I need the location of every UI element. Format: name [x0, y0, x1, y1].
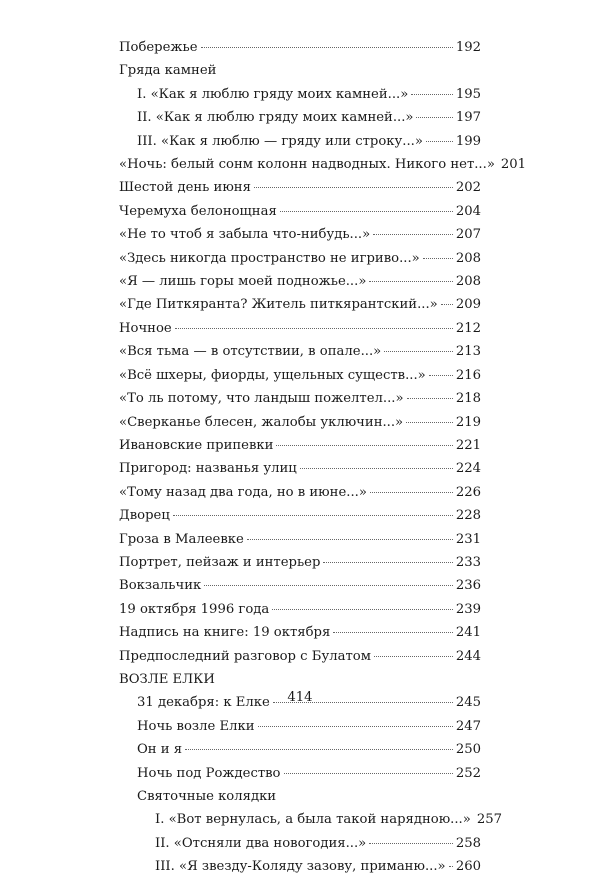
toc-entry-title: Гроза в Малеевке	[119, 531, 244, 547]
toc-entry-page: 224	[455, 461, 481, 477]
toc-entry	[119, 247, 481, 270]
dot-leader	[333, 631, 453, 633]
toc-entry-title: «Всё шхеры, фиорды, ущельных существ...»	[119, 367, 426, 383]
dot-leader	[173, 514, 453, 516]
toc-entry-title: Надпись на книге: 19 октября	[119, 625, 331, 641]
toc-entry-page: 260	[455, 859, 481, 875]
dot-leader	[247, 538, 453, 540]
toc-entry-title: 19 октября 1996 года	[119, 601, 270, 617]
toc-entry-title: Ночное	[119, 320, 172, 336]
toc-entry	[119, 176, 481, 199]
toc-entry-page: 241	[455, 625, 481, 641]
toc-entry	[119, 855, 481, 878]
toc-entry-page: 236	[455, 578, 481, 594]
dot-leader	[175, 327, 453, 329]
toc-entry-title: II. «Как я люблю гряду моих камней...»	[137, 110, 414, 126]
toc-entry-page: 204	[455, 203, 481, 219]
toc-entry-title: 31 декабря: к Елке	[137, 695, 270, 711]
toc-entry-page: 250	[455, 742, 481, 758]
toc-entry-page: 209	[455, 297, 481, 313]
toc-entry	[119, 153, 527, 176]
toc-entry	[119, 340, 481, 363]
toc-entry-title: ВОЗЛЕ ЕЛКИ	[119, 671, 215, 687]
table-of-contents	[119, 36, 527, 879]
toc-entry	[119, 504, 481, 527]
toc-entry-page: 207	[455, 227, 481, 243]
toc-entry-page: 218	[455, 391, 481, 407]
toc-entry-title: «Тому назад два года, но в июне...»	[119, 484, 367, 500]
toc-entry-title: Побережье	[119, 40, 198, 55]
toc-entry-title: Пригород: названья улиц	[119, 461, 297, 477]
dot-leader	[374, 655, 453, 657]
toc-entry-title: Дворец	[119, 508, 170, 524]
dot-leader	[441, 303, 453, 305]
toc-entry	[119, 434, 481, 457]
toc-entry-page: 195	[455, 86, 481, 102]
toc-entry-page: 239	[455, 601, 481, 617]
toc-entry	[119, 621, 481, 644]
dot-leader	[254, 186, 453, 188]
dot-leader	[276, 444, 452, 446]
toc-entry	[119, 645, 481, 668]
toc-entry	[119, 551, 481, 574]
toc-entry-page: 219	[455, 414, 481, 430]
toc-entry	[119, 387, 481, 410]
dot-leader	[185, 748, 453, 750]
toc-entry	[119, 106, 481, 129]
toc-entry-page: 221	[455, 437, 481, 453]
dot-leader	[373, 233, 453, 235]
dot-leader	[204, 584, 453, 586]
toc-entry-title: Черемуха белонощная	[119, 203, 277, 219]
toc-entry-title: Ивановские припевки	[119, 437, 274, 453]
dot-leader	[370, 491, 453, 493]
dot-leader	[411, 93, 453, 95]
toc-entry-page: 231	[455, 531, 481, 547]
toc-entry-title: III. «Я звезду-Коляду зазову, приманю...»	[155, 859, 446, 875]
toc-entry	[119, 574, 481, 597]
toc-entry	[119, 293, 481, 316]
toc-entry-page: 213	[455, 344, 481, 360]
toc-entry-title: «Не то чтоб я забыла что-нибудь...»	[119, 227, 371, 243]
dot-leader	[449, 865, 453, 867]
toc-entry-title: III. «Как я люблю — гряду или строку...»	[137, 133, 423, 149]
toc-entry	[119, 481, 481, 504]
toc-entry-title: I. «Вот вернулась, а была такой нарядною...»	[155, 812, 471, 828]
toc-entry-page: 201	[500, 157, 527, 173]
toc-entry	[119, 411, 481, 434]
dot-leader	[369, 842, 453, 844]
toc-entry-page: 226	[455, 484, 481, 500]
toc-entry-page: 245	[455, 695, 481, 711]
toc-entry-title: Ночь под Рождество	[137, 765, 281, 781]
toc-entry-title: Святочные колядки	[137, 789, 277, 804]
dot-leader	[416, 116, 452, 118]
dot-leader	[423, 257, 453, 259]
toc-entry	[119, 36, 481, 59]
toc-entry-title: II. «Отсняли два новогодия...»	[155, 835, 367, 851]
toc-entry-title: «Я — лишь горы моей подножье...»	[119, 274, 367, 290]
toc-entry	[119, 200, 481, 223]
dot-leader	[426, 140, 453, 142]
toc-entry-page: 192	[455, 40, 481, 55]
toc-section-heading	[119, 59, 481, 82]
toc-entry	[119, 270, 481, 293]
toc-entry-page: 257	[476, 812, 502, 828]
toc-entry-title: Ночь возле Елки	[137, 718, 255, 734]
dot-leader	[407, 397, 453, 399]
dot-leader	[258, 725, 453, 727]
toc-entry-page: 197	[455, 110, 481, 126]
toc-entry	[119, 457, 481, 480]
dot-leader	[406, 421, 453, 423]
toc-entry	[119, 364, 481, 387]
toc-entry-title: «Где Питкяранта? Житель питкярантский...»	[119, 297, 438, 313]
toc-entry-page: 199	[455, 133, 481, 149]
toc-entry-page: 252	[455, 765, 481, 781]
toc-entry-page: 233	[455, 554, 481, 570]
toc-entry-title: «Здесь никогда пространство не игриво...»	[119, 250, 420, 266]
toc-entry-title: «Вся тьма — в отсутствии, в опале...»	[119, 344, 382, 360]
dot-leader	[384, 350, 453, 352]
dot-leader	[323, 561, 452, 563]
toc-entry-title: Предпоследний разговор с Булатом	[119, 648, 371, 664]
dot-leader	[429, 374, 453, 376]
toc-entry-title: «Сверканье блесен, жалобы уключин...»	[119, 414, 404, 430]
toc-entry-title: Шестой день июня	[119, 180, 251, 196]
toc-entry	[119, 223, 481, 246]
page-number: 414	[287, 690, 313, 705]
toc-entry	[119, 528, 481, 551]
toc-entry-title: Портрет, пейзаж и интерьер	[119, 554, 321, 570]
toc-entry	[119, 715, 481, 738]
dot-leader	[201, 46, 453, 48]
toc-entry-page: 202	[455, 180, 481, 196]
toc-entry	[119, 762, 481, 785]
toc-entry-title: «Ночь: белый сонм колонн надводных. Никого нет...»	[119, 157, 495, 173]
toc-entry-title: Вокзальчик	[119, 578, 202, 594]
toc-entry-page: 228	[455, 508, 481, 524]
dot-leader	[272, 608, 453, 610]
dot-leader	[369, 280, 452, 282]
toc-entry	[119, 317, 481, 340]
dot-leader	[300, 467, 453, 469]
dot-leader	[284, 772, 453, 774]
toc-entry-title: Он и я	[137, 742, 183, 758]
toc-entry-page: 208	[455, 274, 481, 290]
toc-entry-page: 258	[455, 835, 481, 851]
toc-entry	[119, 598, 481, 621]
toc-section-heading	[119, 668, 481, 691]
toc-entry	[119, 83, 481, 106]
dot-leader	[280, 210, 453, 212]
toc-entry-page: 208	[455, 250, 481, 266]
toc-entry	[119, 832, 481, 855]
toc-entry-page: 212	[455, 320, 481, 336]
toc-entry	[119, 738, 481, 761]
toc-entry	[119, 808, 502, 831]
toc-entry-page: 216	[455, 367, 481, 383]
toc-entry	[119, 130, 481, 153]
toc-entry-page: 247	[455, 718, 481, 734]
toc-entry-page: 244	[455, 648, 481, 664]
toc-entry-title: Гряда камней	[119, 63, 217, 79]
toc-entry-title: «То ль потому, что ландыш пожелтел...»	[119, 391, 404, 407]
toc-entry-title: I. «Как я люблю гряду моих камней...»	[137, 86, 409, 102]
toc-section-heading	[119, 785, 481, 808]
